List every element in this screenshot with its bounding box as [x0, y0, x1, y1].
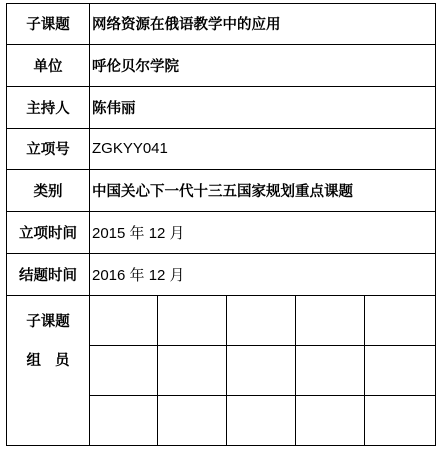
member-cell[interactable] [296, 395, 365, 445]
row-start-time [7, 212, 436, 254]
member-cell[interactable] [158, 345, 227, 395]
row-host [7, 86, 436, 128]
member-cell[interactable] [158, 295, 227, 345]
member-cell[interactable] [90, 295, 158, 345]
member-cell[interactable] [365, 345, 436, 395]
member-row [7, 295, 436, 345]
member-cell[interactable] [158, 395, 227, 445]
row-project-no [7, 128, 436, 170]
start-time-value: 2015 年 12 月 [90, 212, 436, 254]
category-label: 类别 [7, 170, 90, 212]
row-end-time [7, 254, 436, 296]
project-no-label: 立项号 [7, 128, 90, 170]
member-cell[interactable] [365, 395, 436, 445]
member-cell[interactable] [90, 345, 158, 395]
members-label [7, 295, 90, 445]
unit-value: 呼伦贝尔学院 [90, 44, 436, 86]
end-time-label: 结题时间 [7, 254, 90, 296]
member-cell[interactable] [227, 395, 296, 445]
end-time-value: 2016 年 12 月 [90, 254, 436, 296]
project-info-table [6, 3, 436, 446]
host-value: 陈伟丽 [90, 86, 436, 128]
members-label-line1: 子课题 [26, 313, 70, 330]
project-no-value: ZGKYY041 [90, 128, 436, 170]
subproject-label: 子课题 [7, 4, 90, 45]
category-value: 中国关心下一代十三五国家规划重点课题 [90, 170, 436, 212]
member-cell[interactable] [227, 295, 296, 345]
members-label-line2: 组员 [26, 352, 84, 369]
member-cell[interactable] [90, 395, 158, 445]
member-cell[interactable] [227, 345, 296, 395]
start-time-label: 立项时间 [7, 212, 90, 254]
subproject-value: 网络资源在俄语教学中的应用 [90, 4, 436, 45]
row-category [7, 170, 436, 212]
member-cell[interactable] [296, 345, 365, 395]
host-label: 主持人 [7, 86, 90, 128]
row-unit [7, 44, 436, 86]
member-cell[interactable] [296, 295, 365, 345]
member-cell[interactable] [365, 295, 436, 345]
row-subproject [7, 4, 436, 45]
unit-label: 单位 [7, 44, 90, 86]
